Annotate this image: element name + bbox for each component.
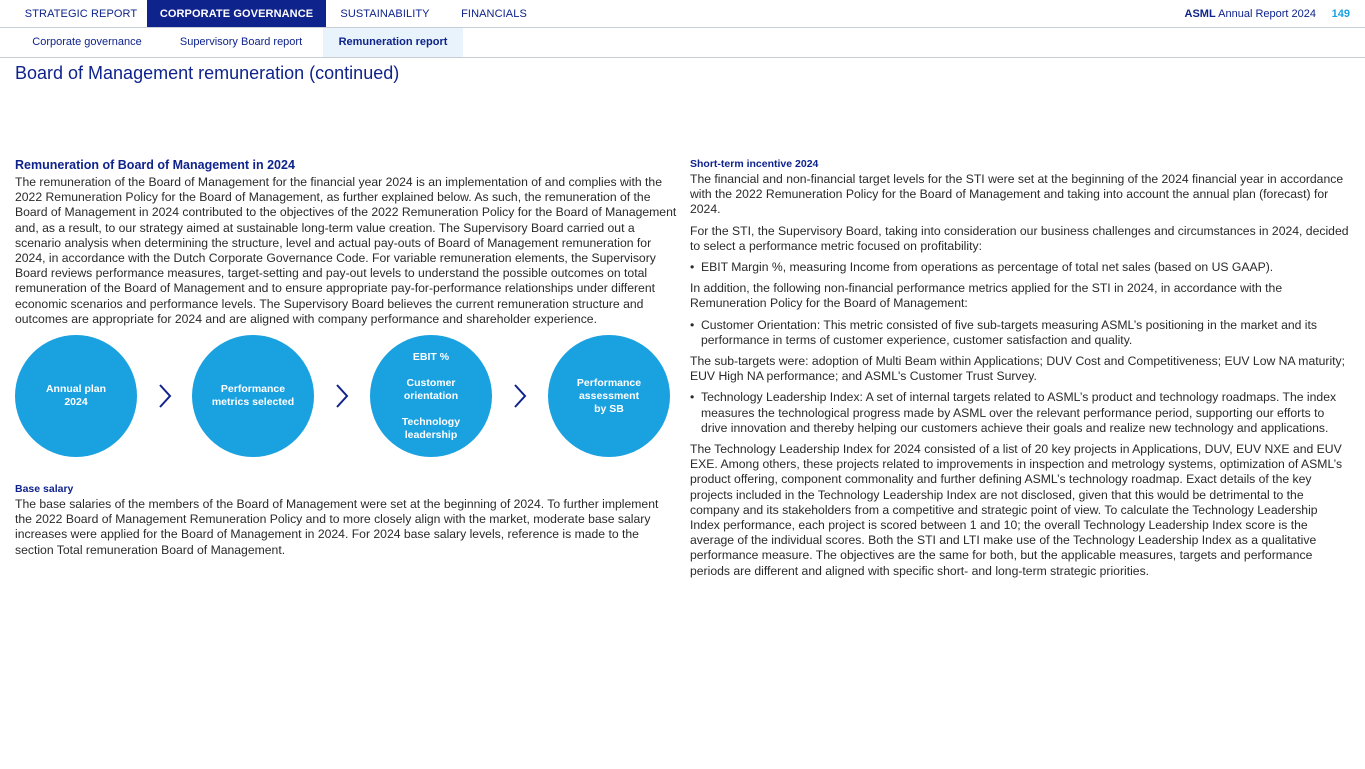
chevron-right-icon [335, 383, 349, 409]
sub-navigation [0, 28, 1365, 58]
sti-heading: Short-term incentive 2024 [690, 158, 819, 170]
chevron-right-icon [513, 383, 527, 409]
step2-line1: Performance [220, 383, 286, 396]
intro-paragraph: The remuneration of the Board of Management for the financial year 2024 is an implementation of and complies with the 2022 Remuneration Policy for the Board of Management, as further explained below. As such, the remuneration of the Board of Management in 2024 contributed to the objectives of the 2022 Remuneration Policy for the Board of Management and, as a result, to our strategy aimed at sustainable long-term value creation. The Supervisory Board carried out a scenario analysis when determining the structure, level and actual pay-outs of Board of Management remuneration for 2024, in accordance with the Dutch Corporate Governance Code. For variable remuneration elements, the Supervisory Board reviews performance measures, target-setting and pay-out levels to understand the possible outcomes on total remuneration of the Board of Management and to ensure appropriate pay-for-performance relationships under different economic scenarios and performance levels. The Supervisory Board believes the current remuneration structure and outcomes are appropriate for 2024 and are aligned with company performance and shareholder experience. [15, 175, 677, 326]
step3-line3: Technology leadership [401, 415, 461, 441]
brand-name: ASML [1184, 8, 1216, 20]
step-annual-plan [15, 335, 137, 457]
tab-sustainability[interactable]: SUSTAINABILITY [340, 8, 430, 20]
step2-line2: metrics selected [211, 396, 295, 409]
bullet-customer-orientation: • Customer Orientation: This metric consisted of five sub-targets measuring ASML’s positioning in the market and its performance in terms of customer experience, customer satisfaction and quality. [690, 318, 1350, 348]
subnav-remuneration-report[interactable]: Remuneration report [323, 28, 463, 57]
subnav-supervisory-board-report[interactable]: Supervisory Board report [179, 36, 303, 48]
sti-paragraph-1: The financial and non-financial target levels for the STI were set at the beginning of the 2024 financial year in accordance with the 2022 Remuneration Policy for the Board of Management and taking into account the annual plan (forecast) for 2024. [690, 172, 1344, 217]
sti-paragraph-4: The sub-targets were: adoption of Multi Beam within Applications; DUV Cost and Competitiveness; EUV Low NA maturity; EUV High NA performance; and ASML's Customer Trust Survey. [690, 354, 1346, 384]
base-salary-heading: Base salary [15, 483, 74, 496]
remuneration-process-diagram [15, 335, 677, 483]
step1-line2: 2024 [64, 396, 88, 409]
base-salary-paragraph: The base salaries of the members of the Board of Management were set at the beginning of 2024. To further implement the 2022 Board of Management Remuneration Policy and to more closely align with the market, moderate base salary increases were applied for the Board of Management in 2024. For 2024 base salary levels, reference is made to the section Total remuneration Board of Management. [15, 497, 659, 557]
bullet-technology-leadership: • Technology Leadership Index: A set of internal targets related to ASML’s product and technology roadmaps. The index measures the technological progress made by ASML over the relevant performance period, supporting our efforts to drive innovation and thereby helping our customers achieve their goals and realize new technology and applications. [690, 390, 1350, 436]
step4-line2: by SB [594, 402, 624, 415]
tab-financials[interactable]: FINANCIALS [461, 8, 527, 20]
step-metrics-list [370, 335, 492, 457]
report-brand [1185, 0, 1316, 29]
page-number: 149 [1331, 8, 1350, 20]
subnav-corporate-governance[interactable]: Corporate governance [32, 36, 142, 48]
step4-line1: Performance assessment [576, 376, 642, 402]
top-navigation [0, 0, 1365, 28]
step3-line2: Customer orientation [403, 376, 459, 402]
sti-paragraph-3: In addition, the following non-financial performance metrics applied for the STI in 2024, in accordance with the Remuneration Policy for the Board of Management: [690, 281, 1283, 311]
left-column [15, 158, 677, 564]
chevron-right-icon [158, 383, 172, 409]
step1-line1: Annual plan [45, 383, 107, 396]
bullet-ebit-margin: • EBIT Margin %, measuring Income from operations as percentage of total net sales (based on US GAAP). [690, 260, 1350, 275]
tab-strategic-report[interactable]: STRATEGIC REPORT [24, 8, 138, 20]
sti-paragraph-5: The Technology Leadership Index for 2024 consisted of a list of 20 key projects in Applications, DUV, EUV NXE and EUV EXE. Among others, these projects related to improvements in inspection and metrology systems, optimization of ASML’s product offering, component commonality and further defining ASML’s technology roadmap. Exact details of the key projects included in the Technology Leadership Index are not disclosed, given that this would be detrimental to the company and its stakeholders from a competitive and strategic point of view. To calculate the Technology Leadership Index performance, each project is scored between 1 and 10; the overall Technology Leadership Index score is the average of the individual scores. Both the STI and LTI make use of the Technology Leadership Index as a qualitative performance measure. The objectives are the same for both, but the applicable measures, targets and performance periods are different and aligned with specific short- and long-term strategic priorities. [690, 442, 1343, 578]
right-column [690, 158, 1350, 585]
step3-line1: EBIT % [412, 350, 450, 363]
section-heading-remuneration: Remuneration of Board of Management in 2024 [15, 158, 295, 172]
tab-corporate-governance[interactable]: CORPORATE GOVERNANCE [147, 0, 326, 27]
step-performance-metrics [192, 335, 314, 457]
sti-paragraph-2: For the STI, the Supervisory Board, taking into consideration our business challenges and circumstances in 2024, decided to select a performance metric focused on profitability: [690, 223, 1349, 253]
brand-report-title: Annual Report 2024 [1215, 8, 1316, 20]
step-performance-assessment [548, 335, 670, 457]
page-title: Board of Management remuneration (continued) [15, 63, 400, 83]
